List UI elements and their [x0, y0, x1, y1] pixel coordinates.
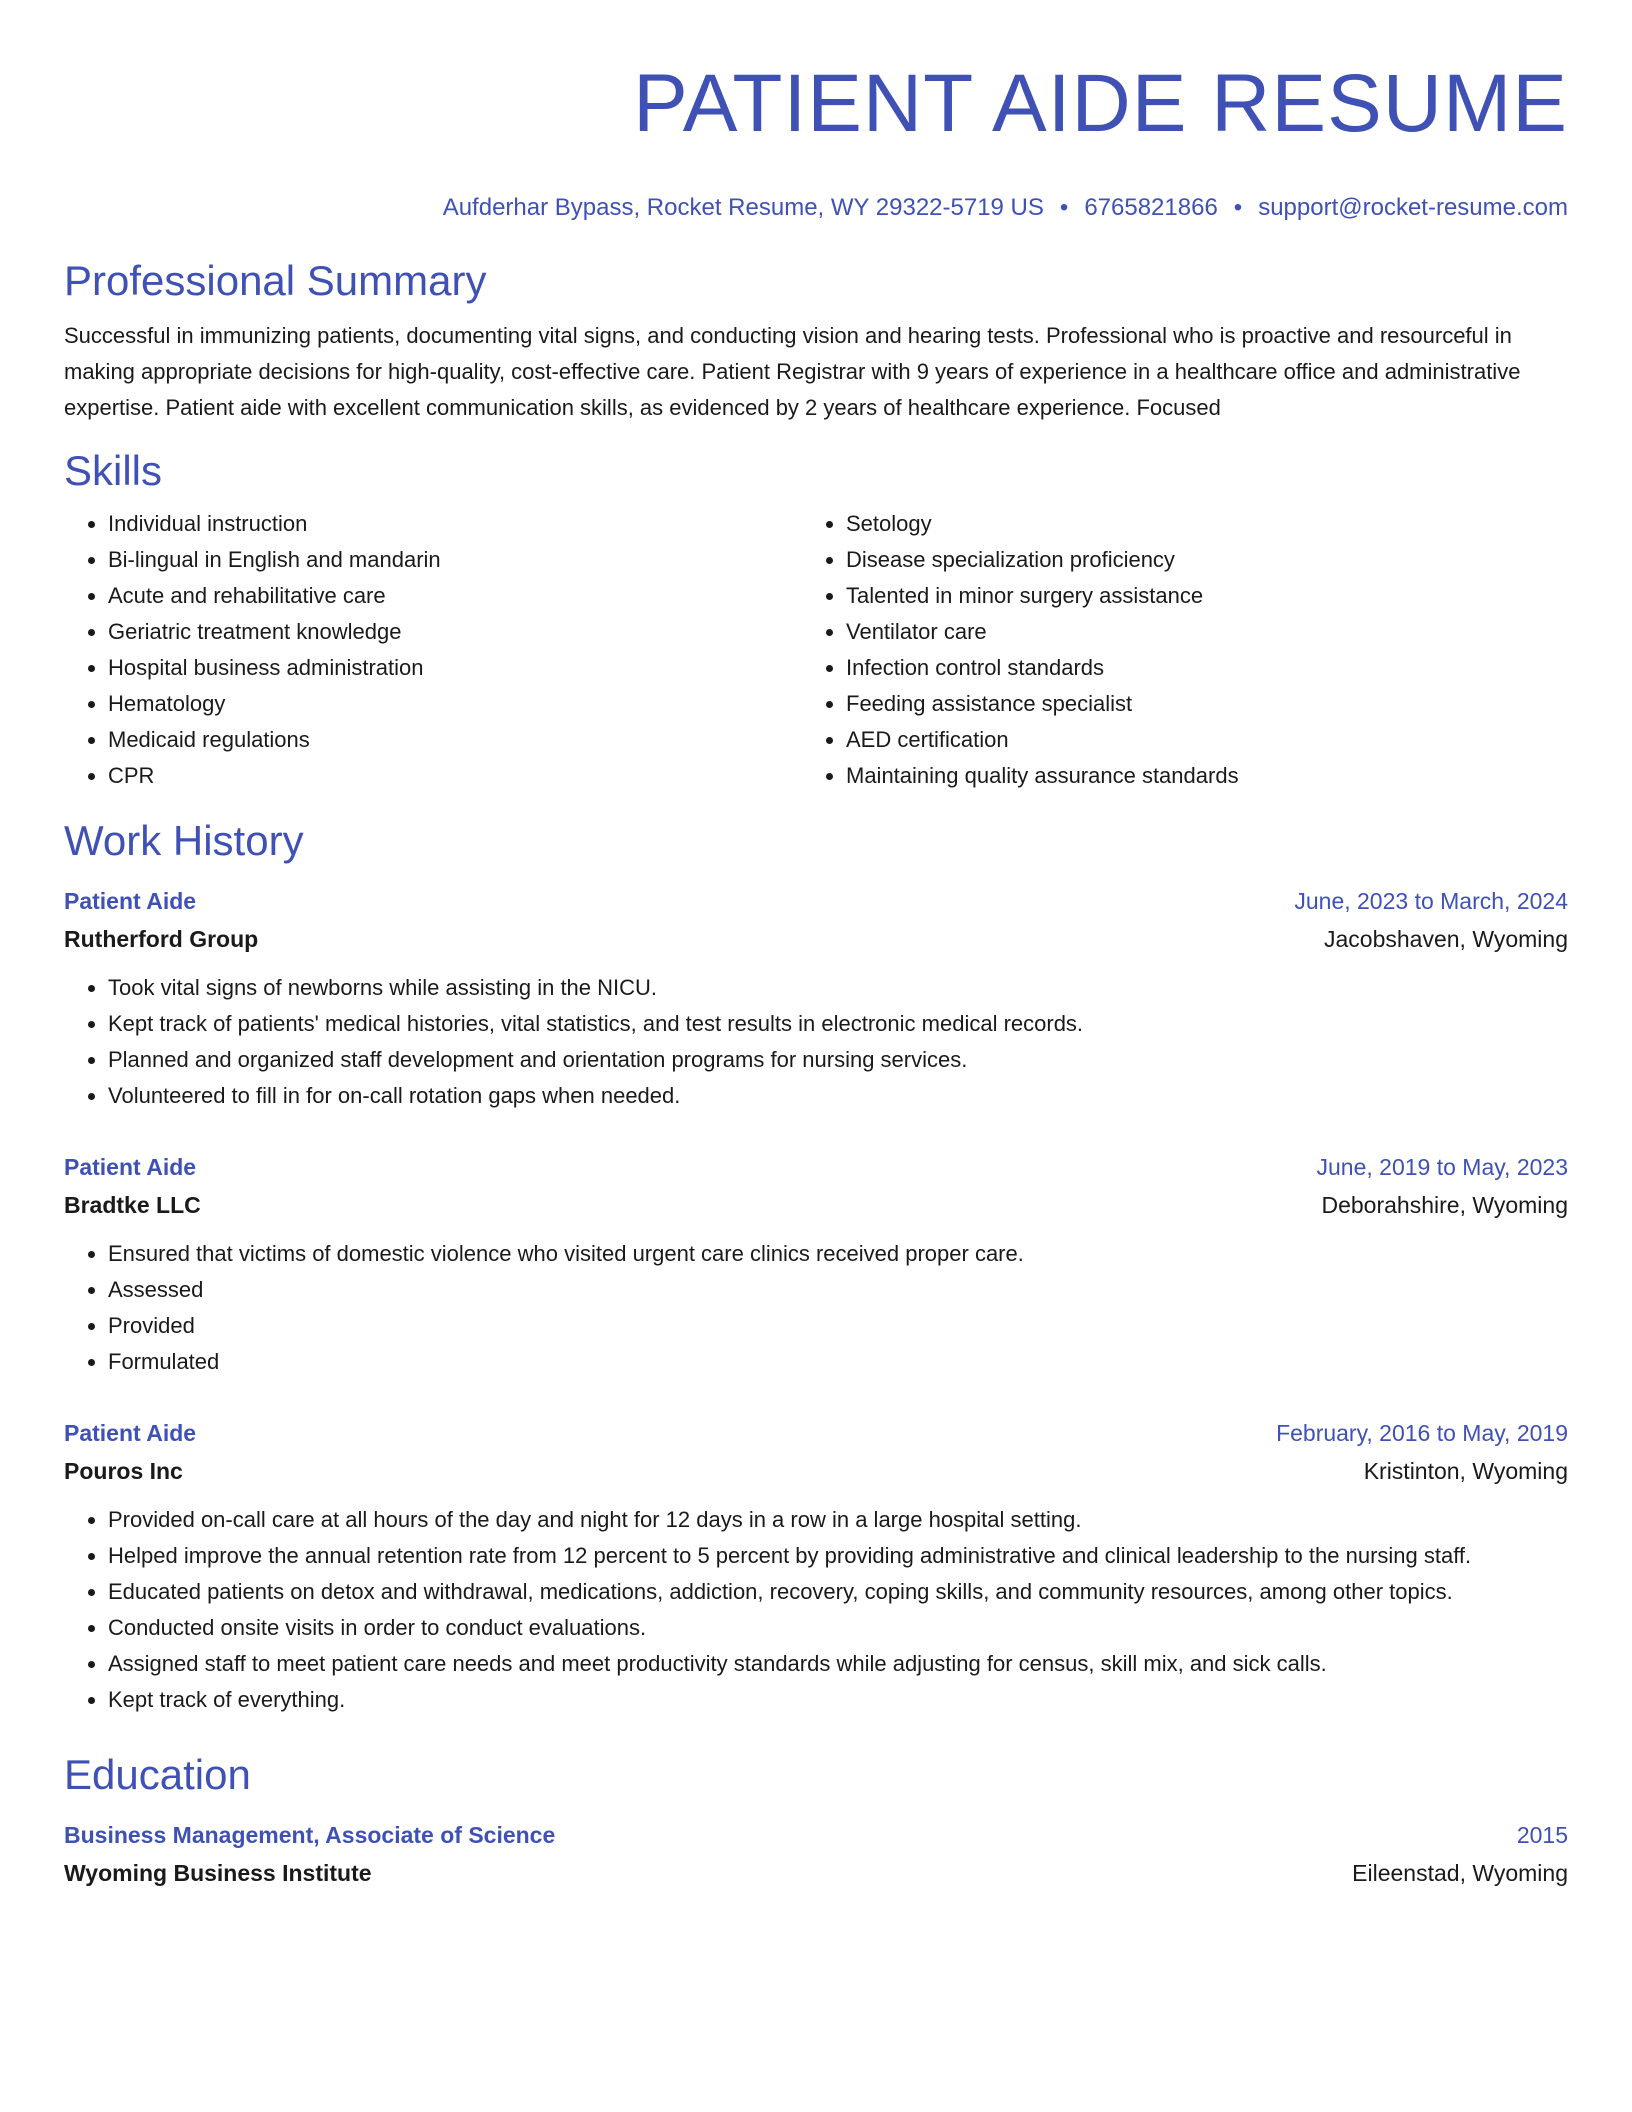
- job-dates: February, 2016 to May, 2019: [1276, 1420, 1568, 1446]
- contact-address: Aufderhar Bypass, Rocket Resume, WY 29322-5719 US: [442, 194, 1044, 221]
- job-bullet: • Assigned staff to meet patient care needs and meet productivity standards while adjusting for census, skill mix, and sick calls.: [108, 1646, 1568, 1682]
- job-location: Jacobshaven, Wyoming: [1324, 926, 1568, 952]
- job-bullet: • Provided on-call care at all hours of the day and night for 12 days in a row in a large hospital setting.: [108, 1502, 1568, 1538]
- skill-item: • Bi-lingual in English and mandarin: [108, 542, 802, 578]
- job-bullet: • Assessed: [108, 1272, 1568, 1308]
- job-title: Patient Aide: [64, 1154, 197, 1180]
- job-bullets: [64, 1236, 1568, 1380]
- job-header-row: [64, 882, 1568, 920]
- education-school: Wyoming Business Institute: [64, 1860, 372, 1886]
- skill-item: • AED certification: [846, 722, 1540, 758]
- education-header-row: [64, 1816, 1568, 1854]
- job-entry: [64, 1148, 1568, 1380]
- skill-item: • CPR: [108, 758, 802, 794]
- skill-item: • Infection control standards: [846, 650, 1540, 686]
- job-bullet: • Helped improve the annual retention rate from 12 percent to 5 percent by providing administrative and clinical leadership to the nursing staff.: [108, 1538, 1568, 1574]
- skill-item: • Feeding assistance specialist: [846, 686, 1540, 722]
- skill-item: • Individual instruction: [108, 506, 802, 542]
- job-bullet: • Kept track of everything.: [108, 1682, 1568, 1718]
- skill-item: • Acute and rehabilitative care: [108, 578, 802, 614]
- contact-separator: •: [1233, 194, 1243, 221]
- contact-email[interactable]: support@rocket-resume.com: [1258, 194, 1568, 221]
- job-bullet: • Volunteered to fill in for on-call rotation gaps when needed.: [108, 1078, 1568, 1114]
- contact-phone: 6765821866: [1084, 194, 1218, 221]
- job-company-row: [64, 1186, 1568, 1224]
- job-bullets: [64, 1502, 1568, 1718]
- skill-item: • Hospital business administration: [108, 650, 802, 686]
- contact-separator: •: [1059, 194, 1069, 221]
- job-company-row: [64, 920, 1568, 958]
- job-bullet: • Kept track of patients' medical histories, vital statistics, and test results in electronic medical records.: [108, 1006, 1568, 1042]
- education-entry: [64, 1816, 1568, 1892]
- skill-item: • Maintaining quality assurance standards: [846, 758, 1540, 794]
- resume-name: PATIENT AIDE RESUME: [633, 58, 1568, 149]
- education-heading: Education: [64, 1751, 251, 1798]
- skills-heading: Skills: [64, 447, 163, 494]
- job-company: Bradtke LLC: [64, 1192, 201, 1218]
- job-bullet: • Provided: [108, 1308, 1568, 1344]
- skill-item: • Geriatric treatment knowledge: [108, 614, 802, 650]
- education-location: Eileenstad, Wyoming: [1352, 1860, 1568, 1886]
- summary-heading: Professional Summary: [64, 257, 487, 304]
- job-company: Pouros Inc: [64, 1458, 183, 1484]
- job-header-row: [64, 1414, 1568, 1452]
- education-year: 2015: [1516, 1822, 1568, 1848]
- job-entry: [64, 882, 1568, 1114]
- job-company-row: [64, 1452, 1568, 1490]
- skills-list-left: [64, 506, 802, 794]
- job-title: Patient Aide: [64, 1420, 197, 1446]
- skill-item: • Setology: [846, 506, 1540, 542]
- skill-item: • Talented in minor surgery assistance: [846, 578, 1540, 614]
- job-location: Deborahshire, Wyoming: [1321, 1192, 1568, 1218]
- job-company: Rutherford Group: [64, 926, 259, 952]
- job-dates: June, 2019 to May, 2023: [1316, 1154, 1568, 1180]
- summary-text: Successful in immunizing patients, documenting vital signs, and conducting vision and hearing tests. Professional who is proactive and resourceful in making appropriate decisions for high-quality, cost-effective care. Patient Registrar with 9 years of experience in a healthcare office and administrative expertise. Patient aide with excellent communication skills, as evidenced by 2 years of healthcare experience. Focused: [64, 323, 1521, 420]
- skills-list-right: [802, 506, 1540, 794]
- skill-item: • Medicaid regulations: [108, 722, 802, 758]
- job-bullet: • Conducted onsite visits in order to conduct evaluations.: [108, 1610, 1568, 1646]
- job-title: Patient Aide: [64, 888, 197, 914]
- skills-columns: [64, 506, 1568, 794]
- job-bullet: • Formulated: [108, 1344, 1568, 1380]
- skill-item: • Disease specialization proficiency: [846, 542, 1540, 578]
- skill-item: • Ventilator care: [846, 614, 1540, 650]
- contact-line: [64, 192, 1568, 224]
- education-degree: Business Management, Associate of Science: [64, 1822, 556, 1848]
- job-entry: [64, 1414, 1568, 1718]
- education-school-row: [64, 1854, 1568, 1892]
- job-bullets: [64, 970, 1568, 1114]
- work-history-heading: Work History: [64, 817, 304, 864]
- job-header-row: [64, 1148, 1568, 1186]
- skill-item: • Hematology: [108, 686, 802, 722]
- job-bullet: • Ensured that victims of domestic violence who visited urgent care clinics received proper care.: [108, 1236, 1568, 1272]
- job-location: Kristinton, Wyoming: [1363, 1458, 1568, 1484]
- job-bullet: • Educated patients on detox and withdrawal, medications, addiction, recovery, coping skills, and community resources, among other topics.: [108, 1574, 1568, 1610]
- job-dates: June, 2023 to March, 2024: [1294, 888, 1568, 914]
- job-bullet: • Planned and organized staff development and orientation programs for nursing services.: [108, 1042, 1568, 1078]
- job-bullet: • Took vital signs of newborns while assisting in the NICU.: [108, 970, 1568, 1006]
